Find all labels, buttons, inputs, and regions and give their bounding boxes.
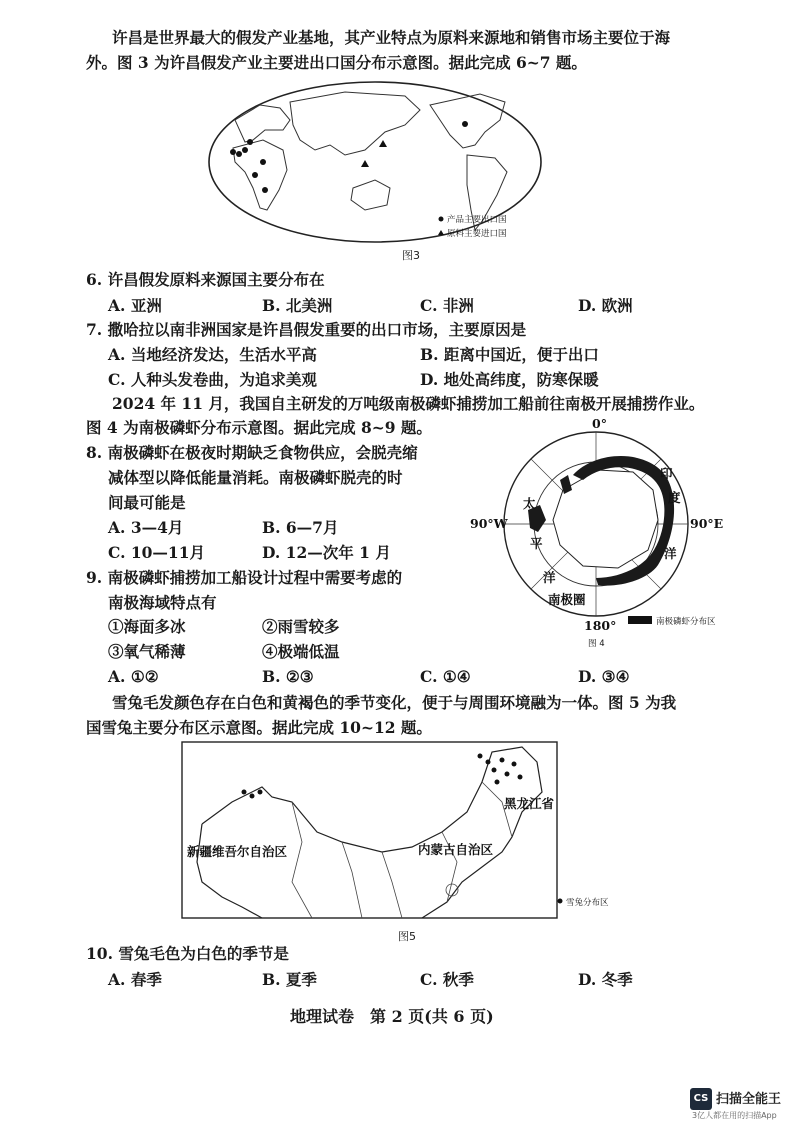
fig4-label-90w: 90°W [470,516,508,531]
q10-option-d: D. 冬季 [578,970,633,989]
hare-dot [505,772,510,777]
camscanner-name: 扫描全能王 [716,1092,782,1107]
q9-option-b: B. ②③ [262,667,314,686]
q6-option-c: C. 非洲 [420,296,474,315]
export-dot [260,159,266,165]
q8-option-c: C. 10—11月 [108,543,205,562]
q9-item-2: ②雨雪较多 [262,617,340,636]
hare-dot [518,775,523,780]
q9-stem-line-1: 9. 南极磷虾捕捞加工船设计过程中需要考虑的 [86,568,403,587]
fig3-legend-export: 产品主要出口国 [447,215,507,225]
q7-option-a: A. 当地经济发达，生活水平高 [108,345,317,364]
q6-option-a: A. 亚洲 [108,296,162,315]
hare-dot [250,794,255,799]
fig5-xinjiang: 新疆维吾尔自治区 [187,844,288,859]
hare-dot [478,754,483,759]
camscanner-slogan: 3亿人都在用的扫描App [692,1111,777,1120]
fig4-caption: 图 4 [588,639,605,649]
q10-option-b: B. 夏季 [262,970,317,989]
intro-3-line-1: 雪兔毛发颜色存在白色和黄褐色的季节变化，便于与周围环境融为一体。图 5 为我 [112,693,677,712]
fig4-pacific-2: 平 [530,536,543,551]
q6-option-b: B. 北美洲 [262,296,333,315]
hare-dot [242,790,247,795]
q9-option-a: A. ①② [108,667,159,686]
intro-3-line-2: 国雪兔主要分布区示意图。据此完成 10~12 题。 [86,718,432,737]
hare-dot [492,768,497,773]
figure-3-world-map [205,80,545,262]
q8-option-b: B. 6—7月 [262,518,339,537]
hare-dot [486,760,491,765]
fig4-indian-1: 印 [660,466,673,481]
hare-dot [500,758,505,763]
hare-dot [495,780,500,785]
fig4-label-180: 180° [584,618,617,633]
q9-item-4: ④极端低温 [262,642,340,661]
fig4-antarctic-circle: 南极圈 [548,592,586,607]
hare-dot [512,762,517,767]
fig4-pacific-3: 洋 [543,570,556,585]
q9-item-3: ③氧气稀薄 [108,642,186,661]
q8-stem-line-1: 8. 南极磷虾在极夜时期缺乏食物供应，会脱壳缩 [86,443,418,462]
figure-4-antarctic-map [468,416,738,652]
q10-option-c: C. 秋季 [420,970,474,989]
fig4-indian-2: 度 [668,490,681,505]
fig4-label-0: 0° [592,416,607,431]
export-dot [462,121,468,127]
fig5-neimenggu: 内蒙古自治区 [418,842,494,857]
figure-3-caption: 图3 [402,249,420,262]
fig5-heilongjiang: 黑龙江省 [504,796,555,811]
q6-stem: 6. 许昌假发原料来源国主要分布在 [86,270,325,289]
fig4-label-90e: 90°E [690,516,724,531]
q7-stem: 7. 撒哈拉以南非洲国家是许昌假发重要的出口市场，主要原因是 [86,320,527,339]
camscanner-logo: CS [690,1088,712,1110]
intro-2-line-1: 2024 年 11 月，我国自主研发的万吨级南极磷虾捕捞加工船前往南极开展捕捞作业。 [112,394,705,413]
page-footer: 地理试卷 第 2 页(共 6 页) [290,1007,494,1026]
export-dot [236,151,242,157]
q9-stem-line-2: 南极海域特点有 [108,593,217,612]
q10-stem: 10. 雪兔毛色为白色的季节是 [86,944,289,963]
fig5-legend: 雪兔分布区 [566,898,609,908]
q7-option-c: C. 人种头发卷曲，为追求美观 [108,370,317,389]
q8-option-d: D. 12—次年 1 月 [262,543,391,562]
q9-option-d: D. ③④ [578,667,630,686]
fig3-legend-import: 原料主要进口国 [447,229,507,239]
q9-option-c: C. ①④ [420,667,471,686]
q7-option-d: D. 地处高纬度，防寒保暖 [420,370,599,389]
intro-1-line-1: 许昌是世界最大的假发产业基地，其产业特点为原料来源地和销售市场主要位于海 [112,28,671,47]
q8-option-a: A. 3—4月 [108,518,184,537]
fig4-indian-3: 洋 [664,546,677,561]
export-dot [230,149,236,155]
intro-1-line-2: 外。图 3 为许昌假发产业主要进出口国分布示意图。据此完成 6~7 题。 [86,53,587,72]
export-dot [262,187,268,193]
fig4-legend: 南极磷虾分布区 [656,617,716,627]
figure-5-china-map [182,742,632,922]
export-dot [252,172,258,178]
q8-stem-line-2: 减体型以降低能量消耗。南极磷虾脱壳的时 [108,468,403,487]
fig4-pacific-1: 太 [523,496,536,511]
q8-stem-line-3: 间最可能是 [108,493,186,512]
export-dot [247,139,253,145]
q10-option-a: A. 春季 [108,970,162,989]
figure-5-caption: 图5 [398,930,416,943]
export-dot [242,147,248,153]
q9-item-1: ①海面多冰 [108,617,186,636]
intro-2-line-2: 图 4 为南极磷虾分布示意图。据此完成 8~9 题。 [86,418,432,437]
hare-dot [258,790,263,795]
q7-option-b: B. 距离中国近，便于出口 [420,345,599,364]
q6-option-d: D. 欧洲 [578,296,633,315]
